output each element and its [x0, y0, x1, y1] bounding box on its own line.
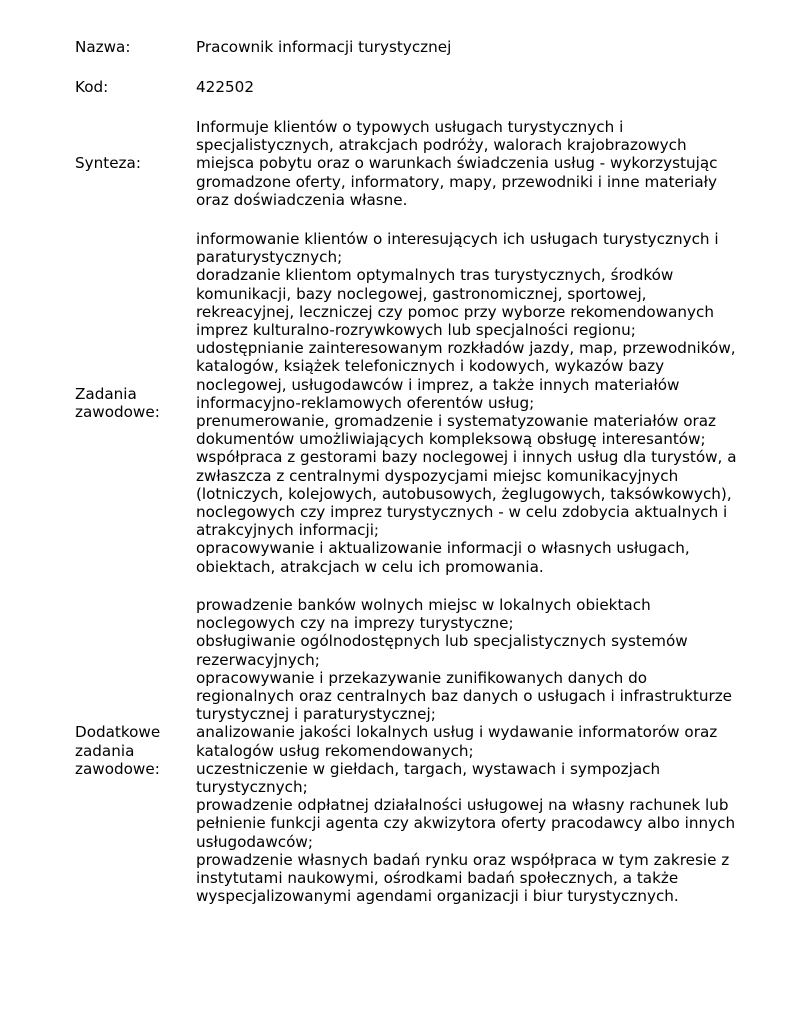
field-synteza-value	[196, 118, 765, 209]
text-line: imprez kulturalno-rozrywkowych lub specjalności regionu;	[196, 321, 636, 340]
text-line: katalogów usług rekomendowanych;	[196, 741, 474, 760]
text-line: prenumerowanie, gromadzenie i systematyzowanie materiałów oraz	[196, 412, 717, 431]
text-line: uczestniczenie w giełdach, targach, wystawach i sympozjach	[196, 759, 661, 778]
text-line: noclegowych czy imprez turystycznych - w celu zdobycia aktualnych i	[196, 503, 728, 522]
field-zadania-label	[75, 385, 196, 421]
label-line: Zadania	[75, 384, 137, 403]
text-line: zwłaszcza z centralnymi dyspozycjami miejsc komunikacyjnych	[196, 466, 679, 485]
field-zadania-row	[75, 230, 765, 576]
text-line: usługodawców;	[196, 832, 313, 851]
text-line: wyspecjalizowanymi agendami organizacji i biur turystycznych.	[196, 887, 679, 906]
text-line: rezerwacyjnych;	[196, 650, 320, 669]
field-dodatkowe-row	[75, 596, 765, 905]
text-line: regionalnych oraz centralnych baz danych o usługach i infrastrukturze	[196, 687, 733, 706]
text-line: noclegowych czy na imprezy turystyczne;	[196, 614, 514, 633]
text-line: komunikacji, bazy noclegowej, gastronomicznej, sportowej,	[196, 284, 647, 303]
text-line: rekreacyjnej, leczniczej czy pomoc przy wyborze rekomendowanych	[196, 302, 715, 321]
text-line: obiektach, atrakcjach w celu ich promowania.	[196, 557, 544, 576]
text-line: paraturystycznych;	[196, 248, 343, 267]
text-line: opracowywanie i przekazywanie zunifikowanych danych do	[196, 668, 648, 687]
text-line: informowanie klientów o interesujących ich usługach turystycznych i	[196, 230, 719, 248]
text-line: turystycznych;	[196, 778, 308, 797]
field-name-label: Nazwa:	[75, 38, 131, 56]
field-code-value: 422502	[196, 78, 254, 96]
label-line: zawodowe:	[75, 759, 160, 778]
text-line: miejsca pobytu oraz o warunkach świadczenia usług - wykorzystując	[196, 154, 718, 173]
text-line: współpraca z gestorami bazy noclegowej i innych usług dla turystów, a	[196, 448, 737, 467]
text-line: (lotniczych, kolejowych, autobusowych, żeglugowych, taksówkowych),	[196, 484, 732, 503]
text-line: doradzanie klientom optymalnych tras turystycznych, środków	[196, 266, 674, 285]
field-code-row	[75, 78, 765, 96]
text-line: dokumentów umożliwiających kompleksową obsługę interesantów;	[196, 430, 706, 449]
text-line: turystycznej i paraturystycznej;	[196, 705, 436, 724]
text-line: atrakcyjnych informacji;	[196, 521, 380, 540]
text-line: noclegowej, usługodawców i imprez, a także innych materiałów	[196, 375, 680, 394]
text-line: udostępnianie zainteresowanym rozkładów jazdy, map, przewodników,	[196, 339, 736, 358]
text-line: analizowanie jakości lokalnych usług i wydawanie informatorów oraz	[196, 723, 718, 742]
text-line: gromadzone oferty, informatory, mapy, przewodniki i inne materiały	[196, 172, 717, 191]
text-line: prowadzenie odpłatnej działalności usługowej na własny rachunek lub	[196, 796, 729, 815]
text-line: katalogów, książek telefonicznych i kodowych, wykazów bazy	[196, 357, 665, 376]
label-line: zawodowe:	[75, 402, 160, 421]
text-line: Informuje klientów o typowych usługach turystycznych i	[196, 118, 624, 136]
field-synteza-row	[75, 118, 765, 209]
field-synteza-label: Synteza:	[75, 154, 141, 173]
text-line: oraz doświadczenia własne.	[196, 190, 408, 209]
text-line: instytutami naukowymi, ośrodkami badań społecznych, a także	[196, 869, 679, 888]
text-line: pełnienie funkcji agenta czy akwizytora oferty pracodawcy albo innych	[196, 814, 736, 833]
field-dodatkowe-value	[196, 596, 765, 905]
text-line: prowadzenie banków wolnych miejsc w lokalnych obiektach	[196, 596, 651, 614]
field-zadania-value	[196, 230, 765, 576]
label-line: Dodatkowe	[75, 723, 161, 742]
field-name-row	[75, 38, 765, 56]
label-line: zadania	[75, 741, 135, 760]
text-line: opracowywanie i aktualizowanie informacji o własnych usługach,	[196, 539, 690, 558]
text-line: prowadzenie własnych badań rynku oraz współpraca w tym zakresie z	[196, 850, 730, 869]
text-line: specjalistycznych, atrakcjach podróży, walorach krajobrazowych	[196, 136, 687, 155]
field-dodatkowe-label	[75, 723, 196, 778]
text-line: obsługiwanie ogólnodostępnych lub specjalistycznych systemów	[196, 632, 688, 651]
field-code-label: Kod:	[75, 78, 109, 96]
field-name-value: Pracownik informacji turystycznej	[196, 38, 452, 56]
text-line: informacyjno-reklamowych oferentów usług;	[196, 393, 535, 412]
